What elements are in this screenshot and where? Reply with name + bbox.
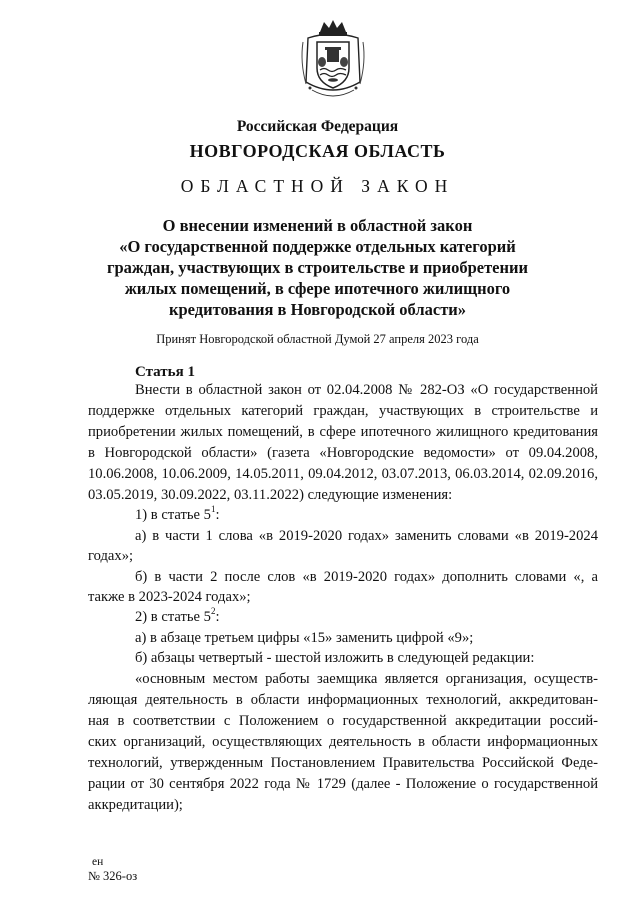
paragraph-line: 03.05.2019, 30.09.2022, 03.11.2022) следующие изменения: (88, 487, 453, 503)
law-type-heading: ОБЛАСТНОЙ ЗАКОН (180, 176, 455, 196)
item-2a: а) в абзаце третьем цифры «15» заменить цифрой «9»; (135, 630, 474, 646)
quote-line: рации от 30 сентября 2022 года № 1729 (далее - Положение о государственной (88, 776, 598, 792)
adoption-note: Принят Новгородской областной Думой 27 апреля 2023 года (156, 332, 479, 346)
quote-line: технологий, утвержденным Постановлением Правительства Российской Феде- (88, 755, 598, 771)
law-title-line: кредитования в Новгородской области» (168, 300, 467, 319)
law-title-line: жилых помещений, в сфере ипотечного жилищного (124, 279, 511, 298)
item-1: 1) в статье $5^1$: (135, 504, 220, 523)
quote-line: ная в соответствии с Положением о государственной аккредитации россий- (88, 713, 598, 729)
footer-law-number: № 326-оз (88, 869, 138, 883)
quote-line: аккредитации); (88, 797, 183, 813)
item-1b-line: б) в части 2 после слов «в 2019-2020 годах» дополнить словами «, а (135, 569, 598, 585)
item-1a-line: а) в части 1 слова «в 2019-2020 годах» заменить словами «в 2019-2024 (135, 528, 598, 544)
paragraph-line: в Новгородской области» (газета «Новгородские ведомости» от 09.04.2008, (88, 445, 598, 461)
law-title-line: «О государственной поддержке отдельных категорий (119, 237, 516, 256)
article-heading: Статья 1 (135, 364, 195, 380)
paragraph-line: Внести в областной закон от 02.04.2008 № 282-ОЗ «О государственной (135, 382, 598, 398)
quote-line: ских организаций, осуществляющих деятельность в области информационных (88, 734, 598, 750)
item-2b: б) абзацы четвертый - шестой изложить в следующей редакции: (135, 650, 535, 666)
footer-initials: ен (92, 856, 104, 868)
federation-heading: Российская Федерация (236, 118, 399, 135)
law-title-line: граждан, участвующих в строительстве и приобретении (106, 258, 529, 277)
paragraph-line: 10.06.2008, 10.06.2009, 14.05.2011, 09.04.2012, 03.07.2013, 06.03.2014, 02.09.2016, (88, 466, 598, 482)
region-heading: НОВГОРОДСКАЯ ОБЛАСТЬ (189, 141, 446, 161)
item-1b-line: также в 2023-2024 годах»; (88, 589, 251, 605)
item-1a-line: годах»; (88, 548, 134, 564)
quote-line: «основным местом работы заемщика является организация, осуществ- (135, 671, 598, 687)
paragraph-line: поддержке отдельных категорий граждан, участвующих в строительстве и (88, 403, 598, 419)
quote-line: ляющая деятельность в области информационных технологий, аккредитован- (88, 692, 598, 708)
paragraph-line: приобретении жилых помещений, в сфере ипотечного жилищного кредитования (88, 424, 598, 440)
law-title-line: О внесении изменений в областной закон (162, 216, 473, 235)
coat-of-arms-emblem (298, 18, 368, 100)
item-2: 2) в статье $5^2$: (135, 606, 220, 625)
